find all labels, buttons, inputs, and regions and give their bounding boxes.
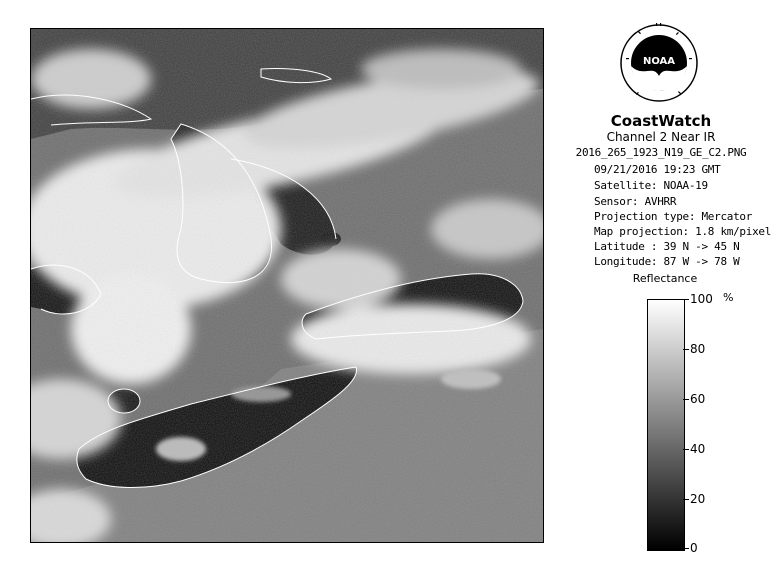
filename-label: 2016_265_1923_N19_GE_C2.PNG: [575, 146, 747, 159]
colorbar-tick-label: 60: [690, 392, 706, 406]
latitude-label: Latitude : 39 N -> 45 N: [594, 240, 740, 253]
datetime-label: 09/21/2016 19:23 GMT: [594, 163, 721, 176]
satellite-image-svg: [31, 29, 543, 542]
map-projection-label: Map projection: 1.8 km/pixel: [594, 225, 772, 238]
satellite-image: [30, 28, 544, 543]
product-title: CoastWatch: [610, 112, 712, 130]
colorbar-tick-label: 100: [690, 292, 713, 306]
colorbar-tick-label: 0: [690, 541, 698, 555]
legend-title: Reflectance: [632, 272, 698, 285]
colorbar-tick: [683, 399, 689, 400]
colorbar-tick: [683, 499, 689, 500]
colorbar-tick-label: 20: [690, 492, 706, 506]
noaa-logo-icon: [618, 18, 700, 108]
logo-text: NOAA: [642, 56, 676, 67]
satellite-label: Satellite: NOAA-19: [594, 179, 708, 192]
noaa-logo: [618, 18, 700, 108]
legend-units: %: [723, 291, 734, 304]
projection-type-label: Projection type: Mercator: [594, 210, 753, 223]
colorbar-tick: [683, 299, 689, 300]
image-grain: [31, 29, 543, 542]
sensor-label: Sensor: AVHRR: [594, 195, 677, 208]
colorbar-tick: [683, 449, 689, 450]
longitude-label: Longitude: 87 W -> 78 W: [594, 255, 740, 268]
colorbar-tick: [683, 349, 689, 350]
channel-subtitle: Channel 2 Near IR: [606, 130, 716, 144]
reflectance-colorbar: [647, 299, 685, 551]
colorbar-tick-label: 80: [690, 342, 706, 356]
colorbar-tick-label: 40: [690, 442, 706, 456]
colorbar-tick: [683, 548, 689, 549]
